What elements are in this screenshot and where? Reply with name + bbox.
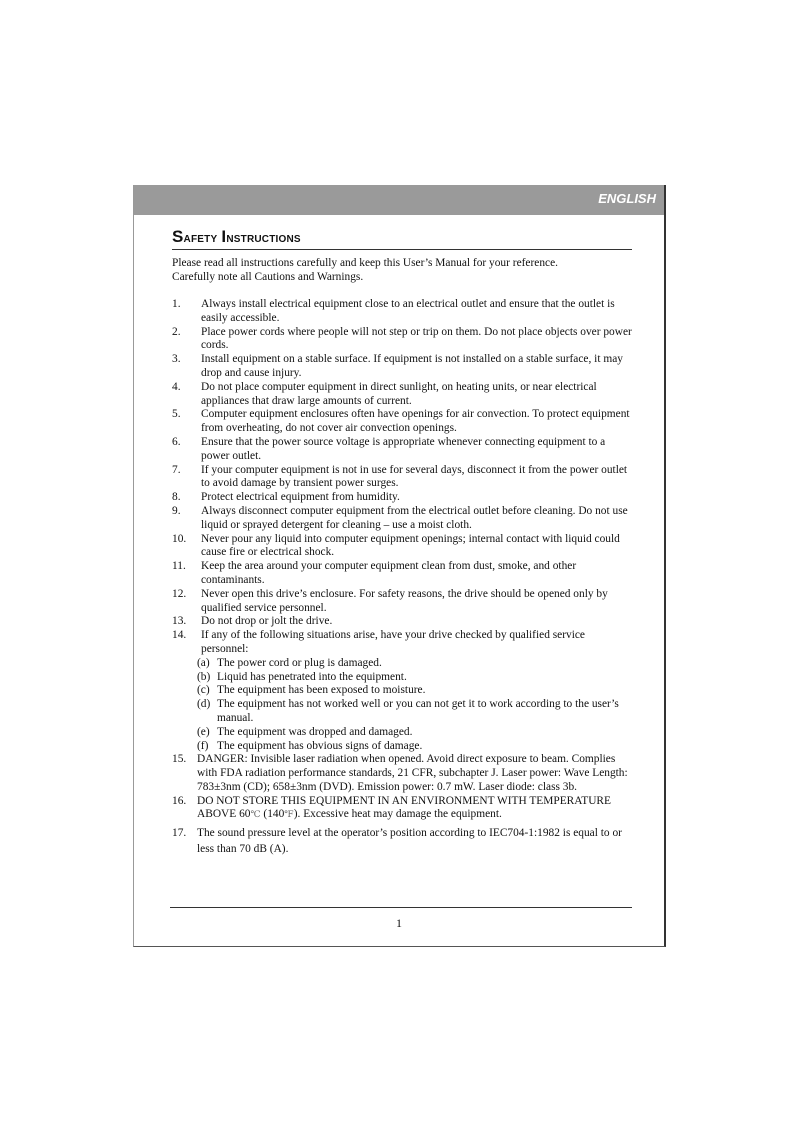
intro-line: Please read all instructions carefully and keep this User’s Manual for your reference. [172,257,558,269]
item-number: 16. [172,794,187,807]
title-cap-2: I [221,227,227,246]
sub-item-text: The equipment has not worked well or you can not get it to work according to the user’s manual. [217,698,619,724]
sub-item-text: The equipment was dropped and damaged. [217,725,413,738]
sub-list-item [197,671,632,685]
sub-item-letter: (e) [197,725,210,738]
page-title [172,227,632,250]
item-text: Protect electrical equipment from humidity. [201,491,400,504]
item-number: 14. [172,629,187,642]
item-number: 17. [172,827,187,840]
item-text: Keep the area around your computer equipment clean from dust, smoke, and other contaminants. [201,560,577,586]
page-number: 1 [396,916,402,930]
list-item [172,298,632,326]
list-item [172,753,632,794]
sub-list-item [197,740,632,754]
item-text: Never open this drive’s enclosure. For safety reasons, the drive should be opened only by qualified service personnel. [201,587,608,614]
sub-item-text: The equipment has been exposed to moisture. [217,684,426,697]
sub-item-letter: (f) [197,739,209,752]
list-item [172,588,632,616]
sub-item-text: Liquid has penetrated into the equipment. [217,670,407,683]
item-number: 10. [172,532,187,545]
list-item [172,825,632,857]
sub-item-text: The equipment has obvious signs of damage. [217,739,423,752]
item-text: Do not place computer equipment in direct sunlight, on heating units, or near electrical appliances that draw large amounts of current. [201,380,597,407]
list-item [172,464,632,492]
item-number: 7. [172,463,181,476]
item-number: 12. [172,587,187,600]
list-item [172,615,632,629]
title-word-1: afety [183,229,218,245]
list-item [172,408,632,436]
item-text: (140 [260,808,285,821]
item-text: Do not drop or jolt the drive. [201,615,333,628]
list-item [172,533,632,561]
sub-item-letter: (b) [197,670,211,683]
sub-list-item [197,698,632,726]
item-number: 13. [172,615,187,628]
item-number: 6. [172,435,181,448]
item-text: If any of the following situations arise, have your drive checked by qualified service personnel: [201,629,585,655]
item-number: 15. [172,753,187,766]
item-text: Computer equipment enclosures often have openings for air convection. To protect equipment from overheating, do not cover air convection openings. [201,408,630,435]
item-number: 1. [172,298,181,310]
item-text: Never pour any liquid into computer equipment openings; internal contact with liquid could cause fire or electrical shock. [201,532,620,559]
item-number: 5. [172,408,181,421]
sub-list [197,656,632,754]
item-text: If your computer equipment is not in use for several days, disconnect it from the power outlet to avoid damage by transient power surges. [201,463,628,490]
list-item [172,381,632,409]
language-label: ENGLISH [598,191,656,206]
list-item [172,505,632,533]
item-text: Ensure that the power source voltage is appropriate whenever connecting equipment to a power outlet. [201,435,606,462]
item-number: 11. [172,560,186,573]
list-item [172,326,632,354]
item-number: 9. [172,504,181,517]
celsius-symbol: ℃ [250,809,261,820]
sub-item-letter: (a) [197,656,210,669]
list-item [172,436,632,464]
list-item [172,353,632,381]
intro-line: Carefully note all Cautions and Warnings. [172,271,364,283]
item-text: Place power cords where people will not step or trip on them. Do not place objects over power cords. [201,325,632,352]
sub-item-text: The power cord or plug is damaged. [217,656,382,669]
item-number: 4. [172,380,181,393]
fahrenheit-symbol: ℉ [284,809,294,820]
sub-list-item [197,684,632,698]
title-word-2: nstructions [226,229,301,245]
sub-item-letter: (d) [197,698,211,711]
item-number: 8. [172,491,181,504]
footer-divider [170,907,632,908]
item-text: Always disconnect computer equipment from the electrical outlet before cleaning. Do not use liquid or sprayed detergent for cleaning – use a moist cloth. [201,504,628,531]
sub-list-item [197,657,632,671]
page-content [172,227,632,857]
sub-item-letter: (c) [197,684,210,697]
manual-page [133,185,666,947]
item-text: ). Excessive heat may damage the equipment. [293,808,502,821]
item-number: 2. [172,325,181,338]
sub-list-item [197,726,632,740]
item-number: 3. [172,353,181,366]
list-item [172,560,632,588]
list-item [172,795,632,823]
item-text: DO NOT STORE THIS EQUIPMENT IN AN ENVIRONMENT WITH TEMPERATURE ABOVE 60 [197,794,611,821]
list-item [172,629,632,753]
language-header-bar [134,185,664,215]
item-text: DANGER: Invisible laser radiation when opened. Avoid direct exposure to beam. Complies with FDA radiation performance standards, 21 CFR, subchapter J. Laser power: Wave Length: 783±3nm (CD); 658±3nm (DVD). Emission power: 0.7 mW. Laser diode: class 3b. [197,753,628,793]
list-item [172,491,632,505]
title-cap-1: S [172,227,184,246]
item-text: Install equipment on a stable surface. If equipment is not installed on a stable surface, it may drop and cause injury. [201,353,623,379]
intro-paragraph [172,256,632,284]
item-text: The sound pressure level at the operator’s position according to IEC704-1:1982 is equal to or less than 70 dB (A). [197,827,622,856]
safety-list [172,298,632,857]
item-text: Always install electrical equipment close to an electrical outlet and ensure that the outlet is easily accessible. [201,298,615,324]
